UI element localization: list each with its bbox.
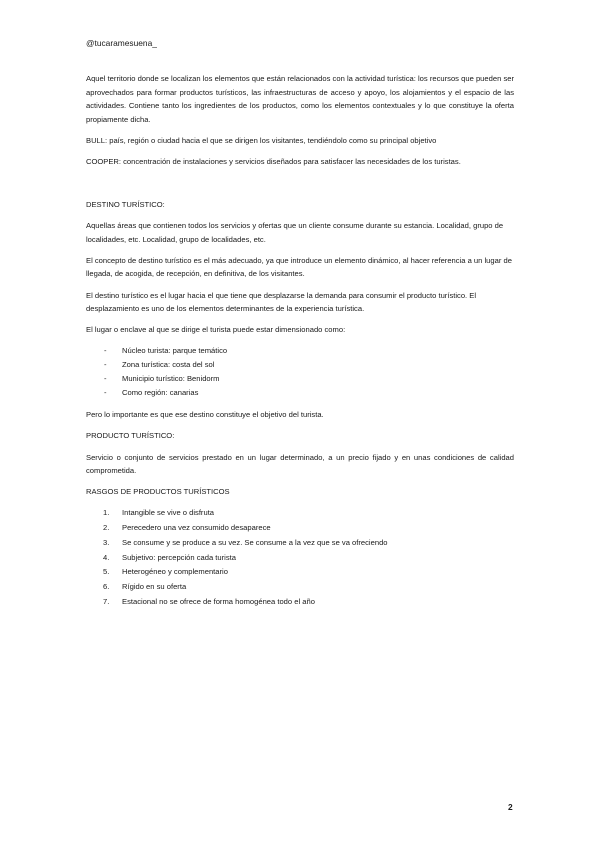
list-item <box>86 536 514 551</box>
heading-rasgos: RASGOS DE PRODUCTOS TURÍSTICOS <box>86 487 230 497</box>
page-content <box>86 72 514 610</box>
list-item <box>86 344 514 358</box>
heading-destino-turistico: DESTINO TURÍSTICO: <box>86 200 165 210</box>
list-number: 2. <box>103 523 110 533</box>
list-item <box>86 358 514 372</box>
dash-bullet: - <box>104 346 107 356</box>
list-number: 5. <box>103 567 110 577</box>
list-item <box>86 580 514 595</box>
list-item <box>86 551 514 566</box>
list-item-text: Núcleo turista: parque temático <box>122 346 228 356</box>
paragraph-concepto-destino: El concepto de destino turístico es el más adecuado, ya que introduce un elemento dinámico, al hacer referencia a un lugar de llegada, de acogida, de recepción, en definitiva, de los visitantes. <box>86 255 512 279</box>
list-number: 4. <box>103 552 110 562</box>
heading-producto-turistico: PRODUCTO TURÍSTICO: <box>86 431 175 441</box>
dash-bullet: - <box>104 374 107 384</box>
list-item <box>86 565 514 580</box>
list-item-text: Zona turística: costa del sol <box>122 360 215 370</box>
paragraph-bull: BULL: país, región o ciudad hacia el que se dirigen los visitantes, tendiéndolo como su principal objetivo <box>86 135 437 145</box>
list-item-text: Como región: canarias <box>122 388 199 398</box>
paragraph-aquellas-areas: Aquellas áreas que contienen todos los servicios y ofertas que un cliente consume durante su estancia. Localidad, grupo de localidades, etc. Localidad, grupo de localidades, etc. <box>86 221 504 244</box>
list-number: 3. <box>103 537 110 547</box>
dash-list <box>86 344 514 400</box>
paragraph-cooper: COOPER: concentración de instalaciones y servicios diseñados para satisfacer las necesidades de los turistas. <box>86 156 461 166</box>
paragraph-servicio: Servicio o conjunto de servicios prestado en un lugar determinado, a un precio fijado y en unas condiciones de calidad comprometida. <box>86 452 514 476</box>
list-item-text: Rígido en su oferta <box>122 582 187 592</box>
paragraph-enclave: El lugar o enclave al que se dirige el turista puede estar dimensionado como: <box>86 325 346 335</box>
list-item-text: Perecedero una vez consumido desaparece <box>122 523 271 533</box>
list-item-text: Intangible se vive o disfruta <box>122 508 215 518</box>
list-number: 1. <box>103 508 110 518</box>
list-item-text: Estacional no se ofrece de forma homogénea todo el año <box>122 597 315 607</box>
paragraph-territory: Aquel territorio donde se localizan los elementos que están relacionados con la actividad turística: los recursos que pueden ser aprovechados para formar productos turísticos, las infraestructuras de acceso y apoyo, los alojamientos y el espacio de las actividades. Contiene tanto los ingredientes de los productos, como los elementos contextuales y lo que constituye la oferta propiamente dicha. <box>86 74 514 124</box>
page-number: 2 <box>508 802 513 812</box>
list-item <box>86 506 514 521</box>
list-number: 7. <box>103 597 110 607</box>
list-item-text: Subjetivo: percepción cada turista <box>122 552 236 562</box>
list-item-text: Heterogéneo y complementario <box>122 567 228 577</box>
list-item <box>86 386 514 400</box>
list-number: 6. <box>103 582 110 592</box>
dash-bullet: - <box>104 360 107 370</box>
list-item-text: Municipio turístico: Benidorm <box>122 374 220 384</box>
list-item-text: Se consume y se produce a su vez. Se consume a la vez que se va ofreciendo <box>122 537 388 547</box>
numbered-list <box>86 506 514 610</box>
list-item <box>86 521 514 536</box>
dash-bullet: - <box>104 388 107 398</box>
list-item <box>86 372 514 386</box>
paragraph-objetivo: Pero lo importante es que ese destino constituye el objetivo del turista. <box>86 410 324 420</box>
list-item <box>86 595 514 610</box>
page-header-handle: @tucaramesuena_ <box>86 38 157 48</box>
paragraph-destino-lugar: El destino turístico es el lugar hacia el que tiene que desplazarse la demanda para consumir el producto turístico. El desplazamiento es uno de los elementos determinantes de la experiencia turística. <box>86 290 477 314</box>
